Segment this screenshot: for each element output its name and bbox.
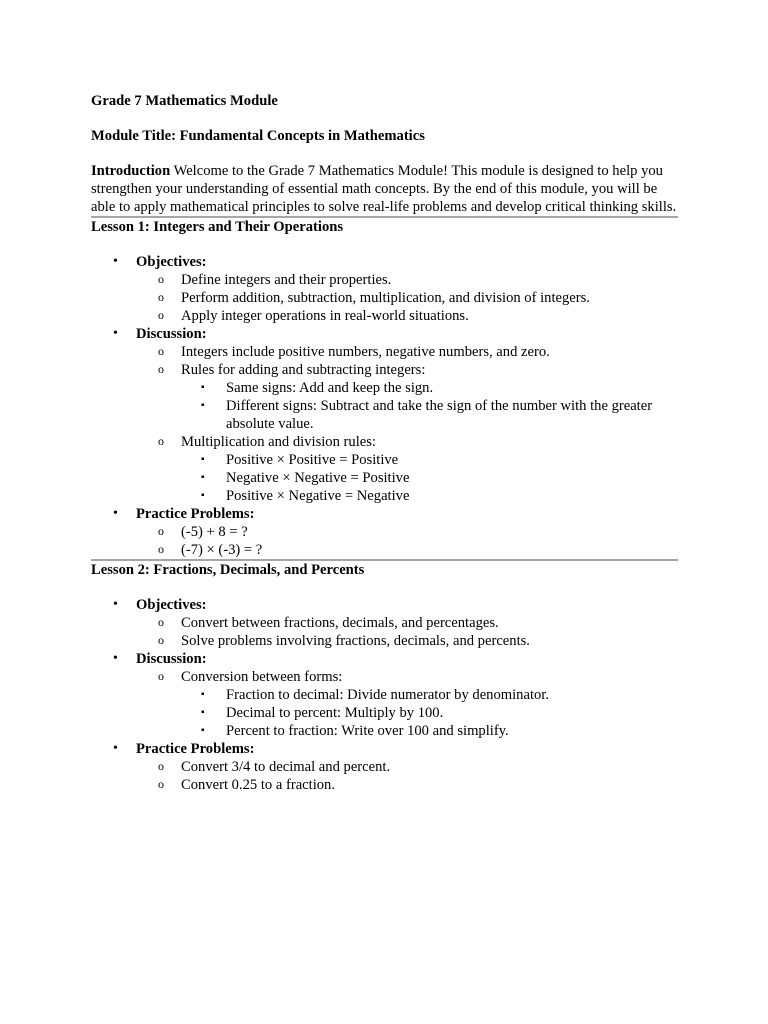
- bullet-icon: •: [113, 254, 118, 269]
- list-item: o Define integers and their properties.: [158, 272, 392, 288]
- discussion-label: Discussion:: [136, 651, 207, 667]
- lesson-2-outline: [91, 596, 681, 794]
- square-bullet-icon: ▪: [201, 490, 205, 501]
- circle-bullet-icon: o: [158, 362, 164, 376]
- list-item: o Convert 0.25 to a fraction.: [158, 777, 336, 793]
- list-item: o Conversion between forms: ▪ Fraction to decimal: Divide numerator by denominator. ▪ Decimal to percent: Multiply by 100. ▪ Percent to fraction: Write over 100 and simplify.: [136, 668, 681, 740]
- bullet-icon: •: [113, 597, 118, 612]
- lesson-1-outline: [91, 253, 681, 559]
- document-body: [91, 92, 681, 794]
- objectives-label: Objectives:: [136, 254, 207, 270]
- bullet-icon: •: [113, 651, 118, 666]
- introduction-text: Welcome to the Grade 7 Mathematics Module! This module is designed to help you strengthen your understanding of essential math concepts. By the end of this module, you will be able to apply mathematical principles to solve real-life problems and develop critical thinking skills.: [91, 163, 677, 215]
- square-bullet-icon: ▪: [201, 400, 205, 411]
- introduction-label: Introduction: [91, 163, 171, 179]
- practice-problems-label: Practice Problems:: [136, 741, 255, 757]
- list-item: o Rules for adding and subtracting integers: ▪ Same signs: Add and keep the sign. ▪ Different signs: Subtract and take the sign of the number with the greater absolute value.: [136, 361, 681, 433]
- list-item: ▪ Percent to fraction: Write over 100 and simplify.: [201, 723, 509, 739]
- lesson-1: [91, 218, 681, 559]
- list-item: o Apply integer operations in real-world situations.: [158, 308, 469, 324]
- circle-bullet-icon: o: [158, 344, 164, 358]
- objectives-item: [91, 253, 681, 325]
- list-item: ▪ Fraction to decimal: Divide numerator by denominator.: [201, 687, 550, 703]
- circle-bullet-icon: o: [158, 434, 164, 448]
- list-item: o Convert between fractions, decimals, and percentages.: [158, 615, 499, 631]
- practice-problems-label: Practice Problems:: [136, 506, 255, 522]
- discussion-item: [91, 650, 681, 740]
- document-title: Grade 7 Mathematics Module: [91, 93, 278, 109]
- list-item: ▪ Same signs: Add and keep the sign.: [201, 380, 434, 396]
- practice-problems-item: [91, 740, 681, 794]
- objectives-label: Objectives:: [136, 597, 207, 613]
- square-bullet-icon: ▪: [201, 689, 205, 700]
- circle-bullet-icon: o: [158, 759, 164, 773]
- list-item: ▪ Positive × Negative = Negative: [201, 488, 410, 504]
- list-item: o (-7) × (-3) = ?: [158, 542, 263, 558]
- circle-bullet-icon: o: [158, 777, 164, 791]
- practice-problems-item: [91, 505, 681, 559]
- list-item: o Multiplication and division rules: ▪ Positive × Positive = Positive ▪ Negative × Negative = Positive ▪ Positive × Negative = Negative: [136, 433, 681, 505]
- introduction-paragraph: [91, 162, 681, 216]
- objectives-item: [91, 596, 681, 650]
- bullet-icon: •: [113, 326, 118, 341]
- list-item: o (-5) + 8 = ?: [158, 524, 248, 540]
- lesson-1-heading: Lesson 1: Integers and Their Operations: [91, 219, 344, 235]
- list-item: ▪ Decimal to percent: Multiply by 100.: [201, 705, 444, 721]
- circle-bullet-icon: o: [158, 308, 164, 322]
- square-bullet-icon: ▪: [201, 725, 205, 736]
- bullet-icon: •: [113, 741, 118, 756]
- discussion-label: Discussion:: [136, 326, 207, 342]
- square-bullet-icon: ▪: [201, 472, 205, 483]
- list-item: o Integers include positive numbers, negative numbers, and zero.: [158, 344, 550, 360]
- lesson-2: [91, 561, 681, 794]
- list-item: o Convert 3/4 to decimal and percent.: [158, 759, 391, 775]
- list-item: ▪ Negative × Negative = Positive: [201, 470, 410, 486]
- circle-bullet-icon: o: [158, 542, 164, 556]
- square-bullet-icon: ▪: [201, 382, 205, 393]
- list-item: ▪ Positive × Positive = Positive: [201, 452, 399, 468]
- circle-bullet-icon: o: [158, 669, 164, 683]
- circle-bullet-icon: o: [158, 290, 164, 304]
- circle-bullet-icon: o: [158, 272, 164, 286]
- list-item: o Perform addition, subtraction, multiplication, and division of integers.: [158, 290, 590, 306]
- list-item: ▪ Different signs: Subtract and take the sign of the number with the greater absolute value.: [201, 398, 653, 432]
- square-bullet-icon: ▪: [201, 454, 205, 465]
- circle-bullet-icon: o: [158, 524, 164, 538]
- circle-bullet-icon: o: [158, 633, 164, 647]
- bullet-icon: •: [113, 506, 118, 521]
- module-title: Module Title: Fundamental Concepts in Mathematics: [91, 128, 425, 144]
- circle-bullet-icon: o: [158, 615, 164, 629]
- lesson-2-heading: Lesson 2: Fractions, Decimals, and Percents: [91, 562, 365, 578]
- list-item: o Solve problems involving fractions, decimals, and percents.: [158, 633, 530, 649]
- discussion-item: [91, 325, 681, 505]
- square-bullet-icon: ▪: [201, 707, 205, 718]
